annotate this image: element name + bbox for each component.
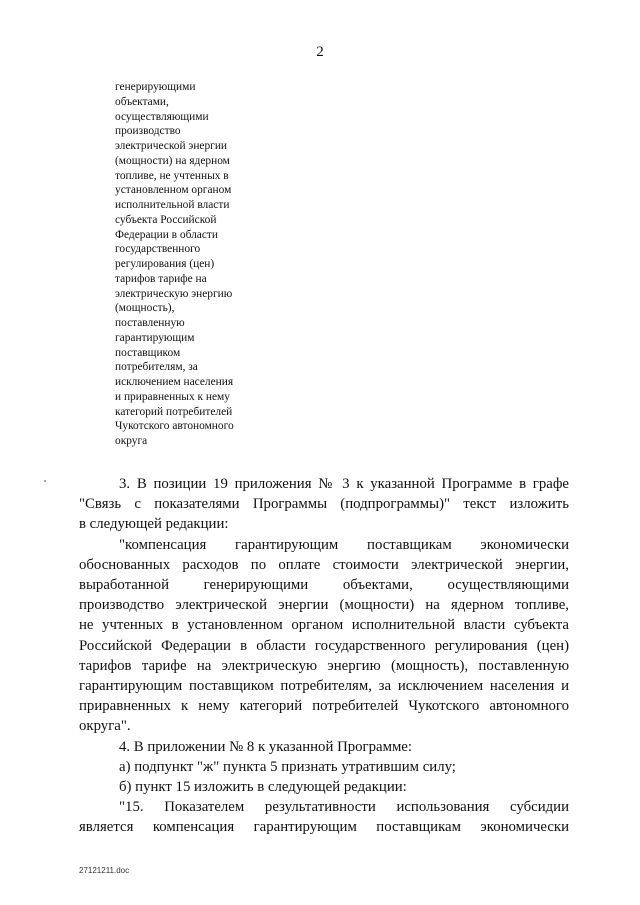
paragraph-3-line: в следующей редакции: [79, 516, 229, 533]
cell-line: поставленную [115, 317, 185, 329]
subitem-a-line: а) подпункт "ж" пункта 5 признать утратившим силу; [119, 758, 456, 775]
quoted-text-line: выработанной генерирующими объектами, осуществляющими [79, 577, 569, 594]
cell-line: (мощности) на ядерном [115, 154, 230, 167]
paragraph-3-line: 3. В позиции 19 приложения № 3 к указанной Программе в графе [119, 476, 569, 492]
quoted-text-line: обоснованных расходов по оплате стоимости электрической энергии, [79, 556, 569, 573]
item-15-line: "15. Показателем результативности использования субсидии [119, 799, 569, 816]
cell-line: тарифов тарифе на [115, 272, 207, 285]
cell-line: установленном органом [115, 184, 232, 197]
cell-line: гарантирующим [115, 331, 195, 344]
cell-line: потребителям, за [115, 361, 198, 374]
cell-line: Федерации в области [115, 228, 218, 241]
cell-line: топливе, не учтенных в [115, 169, 229, 182]
cell-line: электрической энергии [115, 140, 228, 152]
cell-line: категорий потребителей [115, 405, 233, 418]
cell-line: (мощность), [115, 302, 175, 315]
scan-speck [44, 480, 46, 482]
cell-line: субъекта Российской [115, 213, 217, 226]
cell-line: государственного [115, 243, 201, 256]
paragraph-4-line: 4. В приложении № 8 к указанной Программе: [119, 738, 412, 755]
file-name-footer: 27121211.doc [79, 866, 130, 875]
quoted-text-line: приравненных к нему категорий потребителей Чукотского автономного [79, 698, 569, 715]
quoted-text-line: "компенсация гарантирующим поставщикам экономически [119, 536, 569, 553]
cell-line: объектами, [115, 95, 169, 108]
paragraph-3-line: "Связь с показателями Программы (подпрограммы)" текст изложить [79, 496, 569, 513]
cell-line: исполнительной власти [115, 199, 230, 211]
cell-line: округа [115, 435, 148, 447]
cell-line: поставщиком [115, 346, 181, 359]
cell-line: исключением населения [115, 376, 234, 388]
table-cell-text [115, 80, 265, 449]
document-body [79, 474, 569, 838]
quoted-text-line: Российской Федерации в области государственного регулирования (цен) [79, 637, 569, 654]
subitem-b-line: б) пункт 15 изложить в следующей редакции: [119, 779, 407, 796]
quoted-text-line: тарифов тарифе на электрическую энергию (мощность), поставленную [79, 657, 569, 674]
quoted-text-line: не учтенных в установленном органом исполнительной власти субъекта [79, 617, 569, 634]
cell-line: электрическую энергию [115, 287, 233, 300]
quoted-text-line: производство электрической энергии (мощности) на ядерном топливе, [79, 597, 569, 614]
cell-line: производство [115, 125, 181, 138]
quoted-text-line: гарантирующим поставщиком потребителям, за исключением населения и [79, 678, 569, 695]
cell-line: Чукотского автономного [115, 420, 234, 433]
quoted-text-line: округа". [79, 718, 131, 735]
cell-line: и приравненных к нему [115, 390, 230, 403]
item-15-line: является компенсация гарантирующим поставщикам экономически [79, 819, 569, 836]
cell-line: генерирующими [115, 81, 196, 93]
cell-line: осуществляющими [115, 110, 209, 123]
page-number: 2 [316, 44, 324, 60]
cell-line: регулирования (цен) [115, 258, 215, 270]
